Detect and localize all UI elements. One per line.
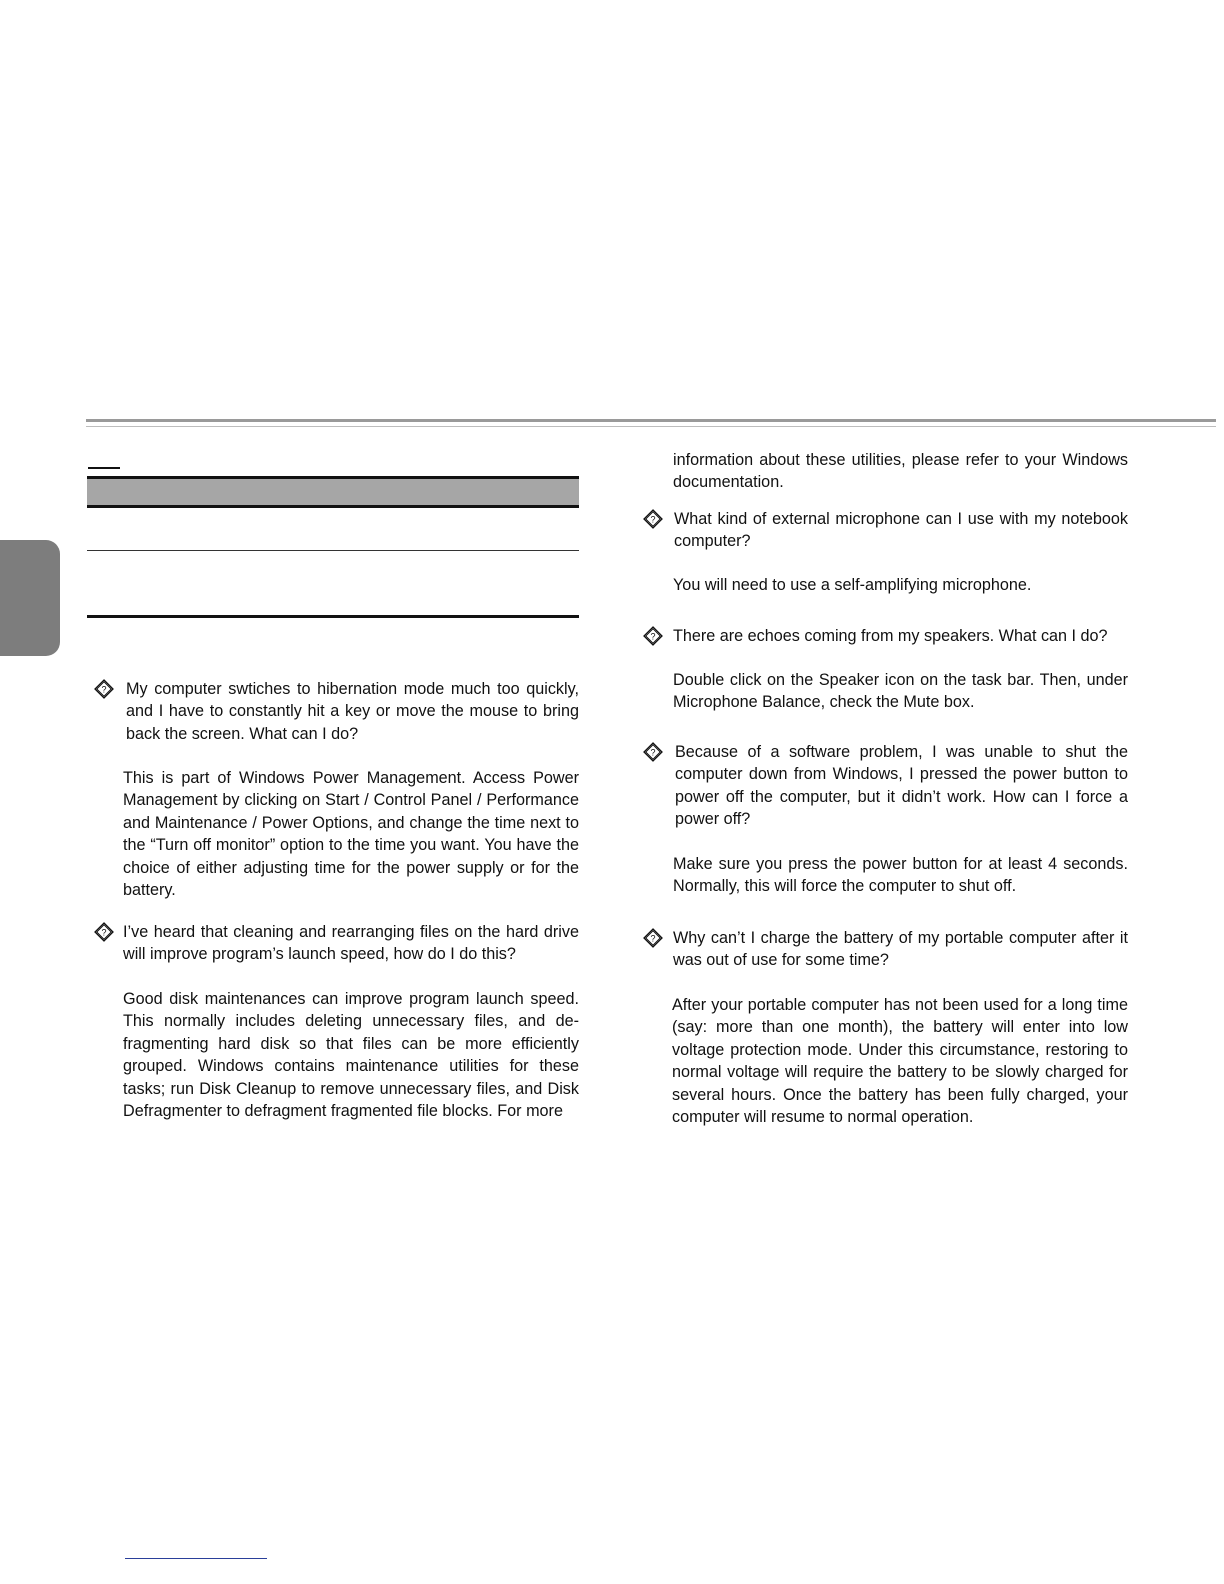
question-diamond-icon bbox=[643, 742, 663, 762]
svg-text:?: ? bbox=[101, 684, 107, 695]
faq-question-4: There are echoes coming from my speakers. What can I do? bbox=[673, 627, 1108, 645]
svg-text:?: ? bbox=[650, 631, 656, 642]
faq-answer-6: After your portable computer has not been used for a long time (say: more than one month), the battery will enter into low voltage protection mode. Under this circumstance, restoring to normal voltage will require the battery to be slowly charged for several hours. Once the battery has been fully charged, your computer will resume to normal operation. bbox=[672, 996, 1128, 1127]
section-header-bar bbox=[87, 476, 579, 508]
faq-answer-3: You will need to use a self-amplifying microphone. bbox=[673, 576, 1032, 594]
faq-answer-2-continued: information about these utilities, please refer to your Windows documentation. bbox=[673, 451, 1128, 492]
question-diamond-icon bbox=[643, 928, 663, 948]
faq-question-3: What kind of external microphone can I use with my notebook computer? bbox=[674, 510, 1128, 551]
section-thick-rule bbox=[87, 615, 579, 618]
short-rule bbox=[88, 467, 120, 469]
faq-answer-5: Make sure you press the power button for at least 4 seconds. Normally, this will force the computer to shut off. bbox=[673, 855, 1128, 896]
top-divider-secondary bbox=[86, 426, 1216, 427]
svg-text:?: ? bbox=[650, 747, 656, 758]
footer-link-rule bbox=[125, 1558, 267, 1559]
question-diamond-icon bbox=[94, 922, 114, 942]
chapter-side-tab bbox=[0, 540, 60, 656]
question-diamond-icon bbox=[94, 679, 114, 699]
section-thin-rule bbox=[87, 550, 579, 551]
top-divider bbox=[86, 419, 1216, 422]
faq-question-1: My computer swtiches to hibernation mode much too quickly, and I have to constantly hit a key or move the mouse to bring back the screen. What can I do? bbox=[126, 680, 579, 743]
svg-text:?: ? bbox=[650, 933, 656, 944]
question-diamond-icon bbox=[643, 509, 663, 529]
svg-text:?: ? bbox=[101, 927, 107, 938]
faq-question-2: I’ve heard that cleaning and rearranging files on the hard drive will improve program’s launch speed, how do I do this? bbox=[123, 923, 579, 964]
faq-answer-4: Double click on the Speaker icon on the task bar. Then, under Microphone Balance, check the Mute box. bbox=[673, 671, 1128, 712]
faq-answer-1: This is part of Windows Power Management. Access Power Management by clicking on Start / Control Panel / Performance and Maintenance / Power Options, and change the time next to the “Turn off monitor” option to the time you want. You have the choice of either adjusting time for the power supply or for the battery. bbox=[123, 769, 579, 900]
faq-question-5: Because of a software problem, I was unable to shut the computer down from Windows, I pressed the power button to power off the computer, but it didn’t work. How can I force a power off? bbox=[675, 743, 1128, 829]
svg-text:?: ? bbox=[650, 514, 656, 525]
question-diamond-icon bbox=[643, 626, 663, 646]
faq-question-6: Why can’t I charge the battery of my portable computer after it was out of use for some time? bbox=[673, 929, 1128, 970]
faq-answer-2: Good disk maintenances can improve program launch speed. This normally includes deleting unnecessary files, and de-fragmenting hard disk so that files can be more efficiently grouped. Windows contains maintenance utilities for these tasks; run Disk Cleanup to remove unnecessary files, and Disk Defragmenter to defragment fragmented file blocks. For more bbox=[123, 990, 579, 1121]
